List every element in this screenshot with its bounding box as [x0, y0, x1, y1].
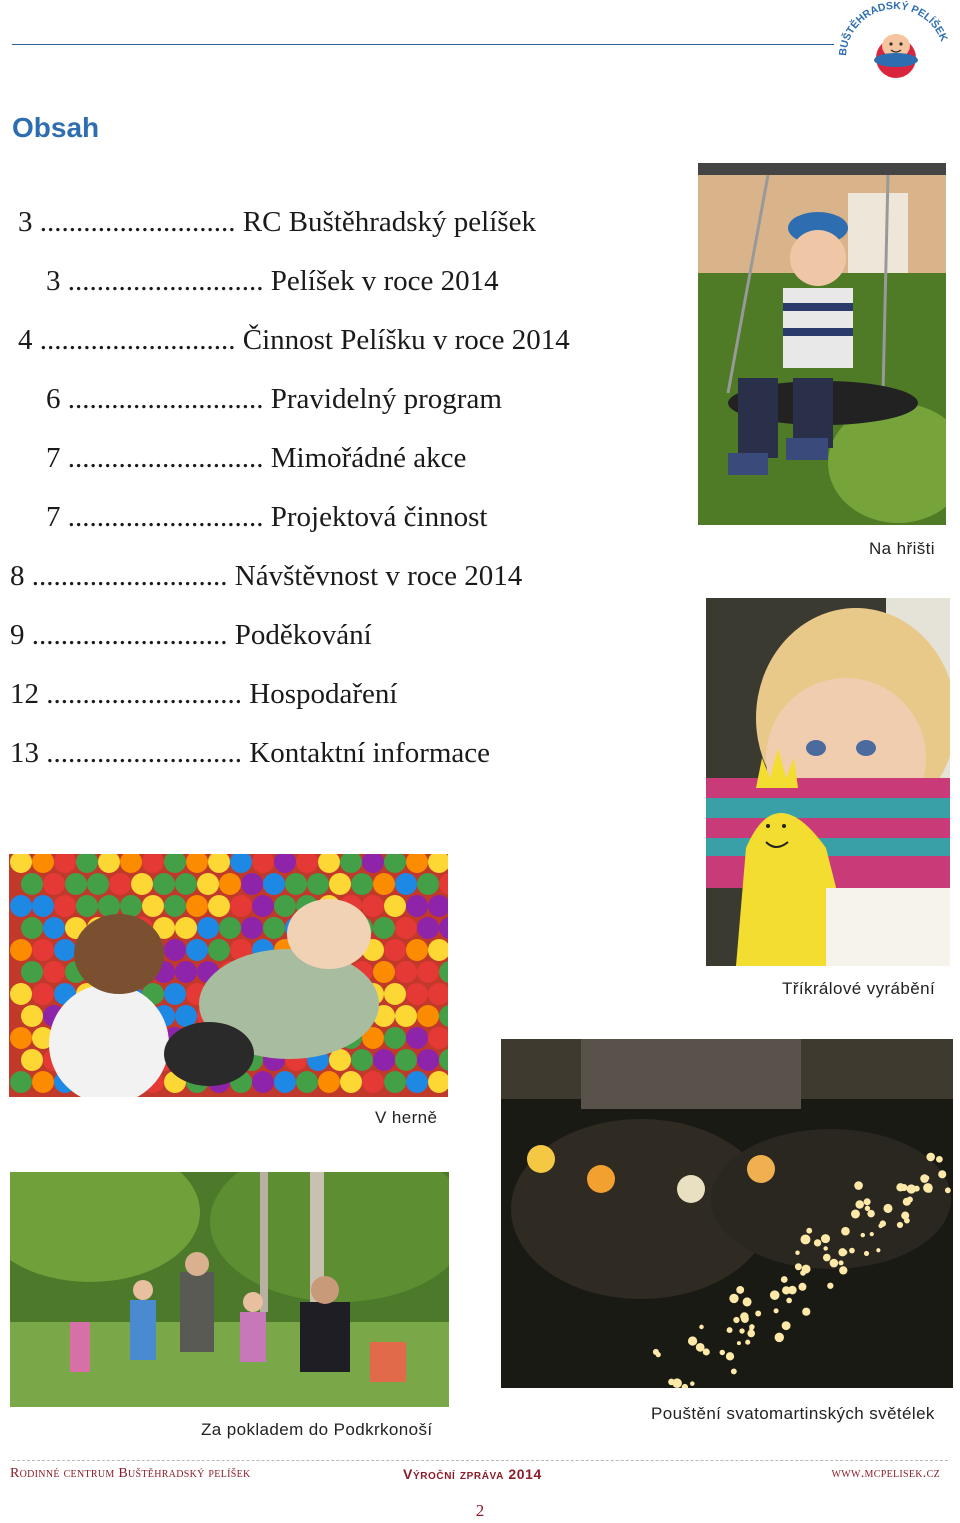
toc-entry[interactable]: 12 ........................... Hospodaření: [10, 678, 398, 710]
toc-entry[interactable]: 6 ........................... Pravidelný program: [46, 383, 502, 415]
toc-entry[interactable]: 7 ........................... Projektová činnost: [46, 501, 488, 533]
svg-text:BUŠTĚHRADSKÝ PELÍŠEK: BUŠTĚHRADSKÝ PELÍŠEK: [836, 0, 950, 57]
caption-treasure: Za pokladem do Podkrkonoší: [201, 1420, 433, 1439]
toc-entry[interactable]: 3 ........................... RC Buštěhradský pelíšek: [18, 206, 536, 238]
footer-report-title: Výroční zpráva 2014: [403, 1466, 542, 1482]
header-rule: [12, 44, 834, 45]
toc-entry[interactable]: 4 ........................... Činnost Pelíšku v roce 2014: [18, 324, 570, 356]
photo-playroom: [9, 854, 448, 1097]
photo-playground: [698, 163, 946, 525]
photo-three-kings: [706, 598, 950, 966]
toc-entry[interactable]: 9 ........................... Poděkování: [10, 619, 372, 651]
page-number: 2: [475, 1501, 485, 1520]
caption-playground: Na hřišti: [869, 539, 935, 558]
toc-title: Obsah: [12, 112, 100, 143]
caption-three-kings: Tříkrálové vyrábění: [782, 979, 936, 998]
toc-entry[interactable]: 3 ........................... Pelíšek v roce 2014: [46, 265, 499, 297]
photo-lights: [501, 1039, 953, 1388]
toc-entry[interactable]: 7 ........................... Mimořádné akce: [46, 442, 467, 474]
footer-rule: [12, 1460, 948, 1461]
logo: [832, 0, 956, 80]
toc-entry[interactable]: 13 ........................... Kontaktní informace: [10, 737, 491, 769]
footer-org-name: Rodinné centrum Buštěhradský pelíšek: [10, 1466, 251, 1481]
toc-entry[interactable]: 8 ........................... Návštěvnost v roce 2014: [10, 560, 523, 592]
caption-lights: Pouštění svatomartinských světélek: [651, 1404, 935, 1423]
footer-website[interactable]: www.mcpelisek.cz: [831, 1466, 940, 1481]
caption-playroom: V herně: [375, 1108, 438, 1127]
photo-treasure: [10, 1172, 449, 1407]
